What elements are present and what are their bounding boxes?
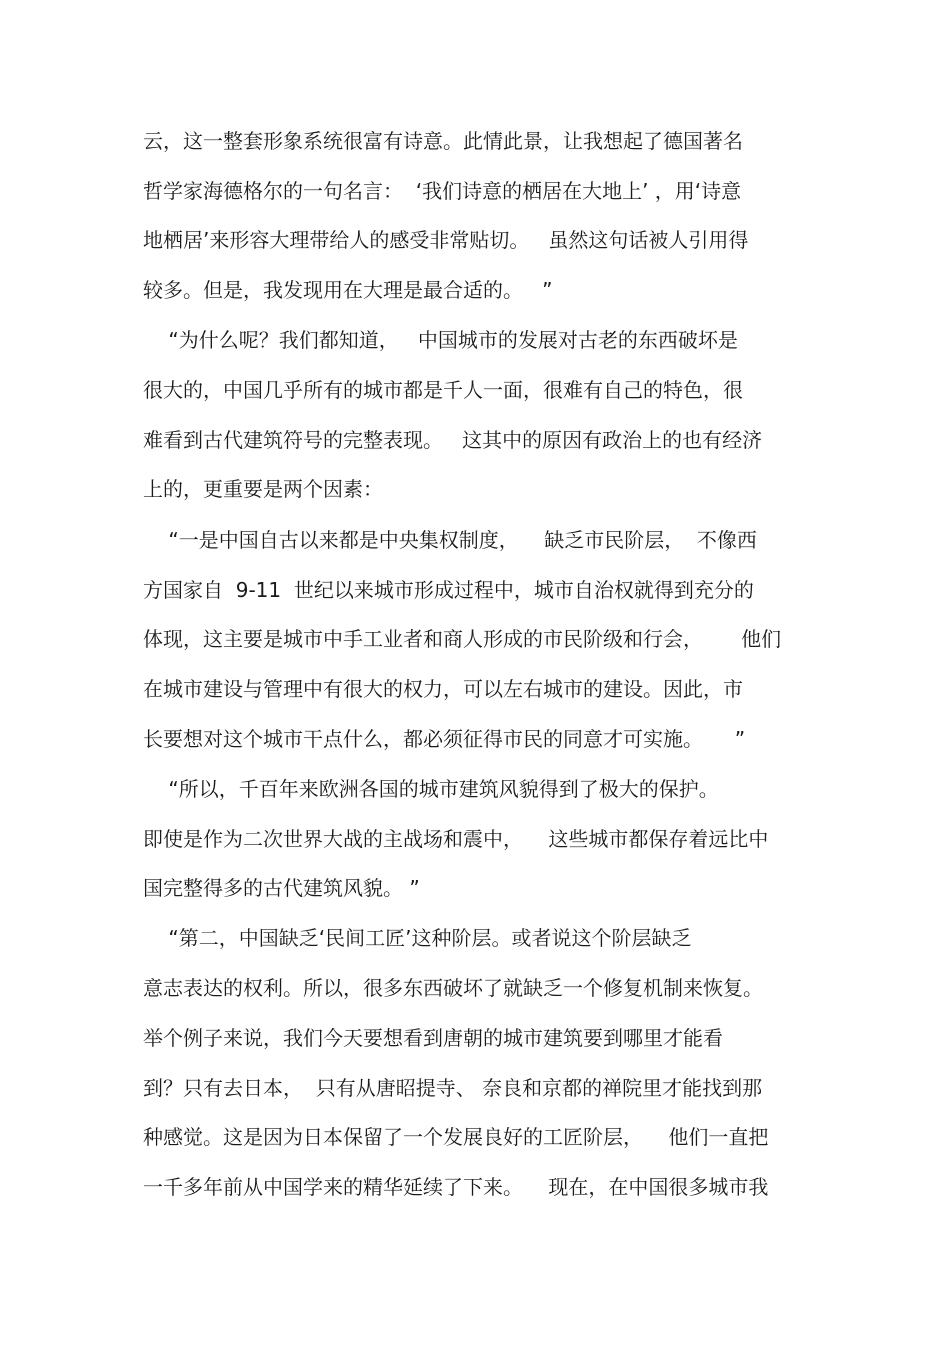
text-line: 很大的，中国几乎所有的城市都是千人一面，很难有自己的特色，很 <box>143 378 743 402</box>
text-line: 上的，更重要是两个因素： <box>143 477 383 501</box>
text-line: 体现，这主要是城市中手工业者和商人形成的市民阶级和行会， 他们 <box>143 627 782 651</box>
text-line: 意志表达的权利。所以，很多东西破坏了就缺乏一个修复机制来恢复。 <box>143 976 763 1000</box>
text-line: 到？只有去日本， 只有从唐昭提寺、 奈良和京都的禅院里才能找到那 <box>143 1076 763 1100</box>
text-line: 即使是作为二次世界大战的主战场和震中， 这些城市都保存着远比中 <box>143 827 769 851</box>
text-line: 难看到古代建筑符号的完整表现。 这其中的原因有政治上的也有经济 <box>143 428 763 452</box>
text-line: 地栖居’来形容大理带给人的感受非常贴切。 虽然这句话被人引用得 <box>143 228 749 252</box>
text-line: 一千多年前从中国学来的精华延续了下来。 现在，在中国很多城市我 <box>143 1175 769 1199</box>
text-line: 在城市建设与管理中有很大的权力，可以左右城市的建设。因此，市 <box>143 677 743 701</box>
text-line: “为什么呢？我们都知道， 中国城市的发展对古老的东西破坏是 <box>143 328 738 352</box>
text-line: 长要想对这个城市干点什么，都必须征得市民的同意才可实施。 ” <box>143 727 746 751</box>
text-line: “第二，中国缺乏‘民间工匠’这种阶层。或者说这个阶层缺乏 <box>143 926 692 950</box>
text-line: 国完整得多的古代建筑风貌。 ” <box>143 876 420 900</box>
text-line: 哲学家海德格尔的一句名言： ‘我们诗意的栖居在大地上’ ，用‘诗意 <box>143 179 742 203</box>
text-line: 方国家自 9-11 世纪以来城市形成过程中，城市自治权就得到充分的 <box>143 578 754 602</box>
text-line: “所以，千百年来欧洲各国的城市建筑风貌得到了极大的保护。 <box>143 777 719 801</box>
text-line: 较多。但是，我发现用在大理是最合适的。 ” <box>143 278 553 302</box>
text-line: “一是中国自古以来都是中央集权制度， 缺乏市民阶层， 不像西 <box>143 528 757 552</box>
text-line: 种感觉。这是因为日本保留了一个发展良好的工匠阶层， 他们一直把 <box>143 1125 769 1149</box>
text-line: 举个例子来说，我们今天要想看到唐朝的城市建筑要到哪里才能看 <box>143 1026 723 1050</box>
text-line: 云，这一整套形象系统很富有诗意。此情此景，让我想起了德国著名 <box>143 129 743 153</box>
